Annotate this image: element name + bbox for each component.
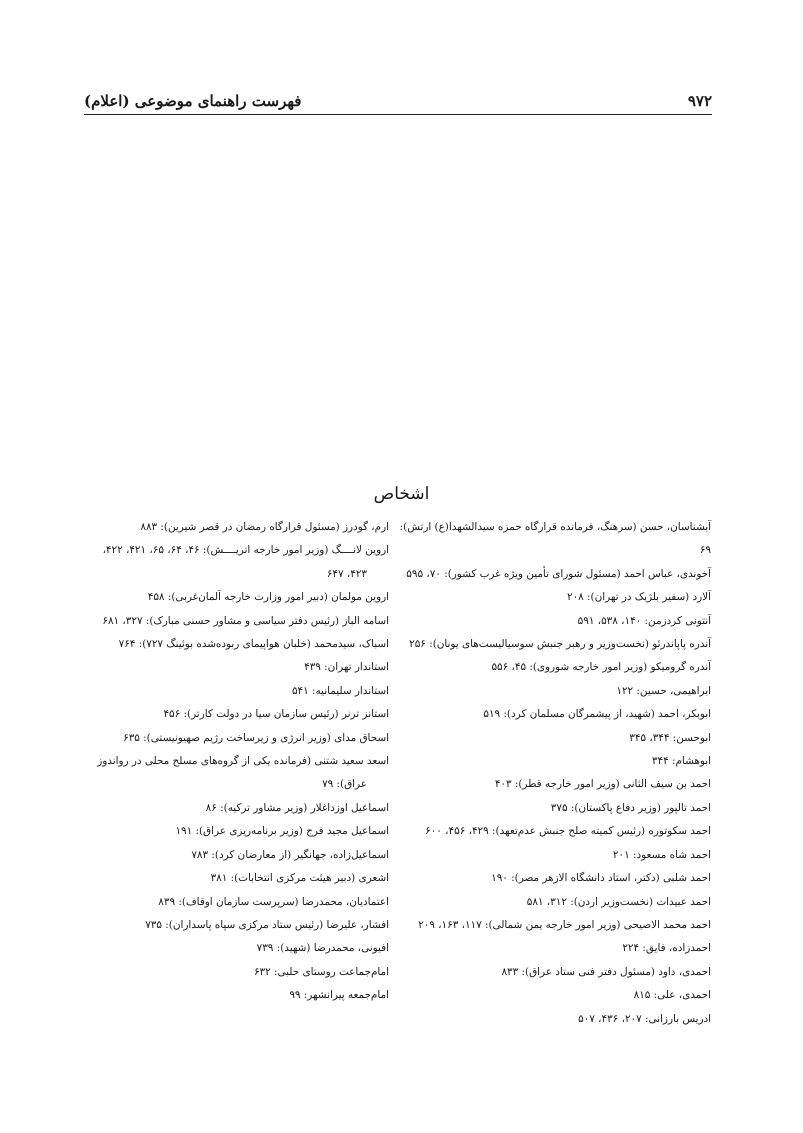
- index-entry-text: احمد تالپور (وزیر دفاع پاکستان): ۳۷۵: [550, 801, 711, 814]
- index-entry: [399, 703, 711, 726]
- index-entry-text: ابراهیمی، حسین: ۱۲۲: [616, 684, 711, 697]
- index-entry-text: اسعد سعید شتنی (فرمانده یکی از گروه‌های مسلح محلی در رواندوز: [97, 755, 389, 768]
- index-entry-text: استاندار تهران: ۴۳۹: [304, 661, 389, 674]
- index-entry-text: امام‌جمعه پیرانشهر: ۹۹: [289, 989, 389, 1002]
- index-entry-text: آندره پاپاندرئو (نخست‌وزیر و رهبر جنبش سوسیالیست‌های یونان): ۲۵۶: [409, 638, 711, 651]
- index-entry-text: ابوحسن: ۳۴۴، ۳۴۵: [629, 731, 711, 744]
- index-entry-text: اشعری (دبیر هیئت مرکزی انتخابات): ۳۸۱: [210, 872, 389, 885]
- index-entry: [77, 539, 389, 586]
- index-entry: [77, 680, 389, 703]
- index-entry-text: استانز ترنر (رئیس سازمان سیا در دولت کارتر): ۴۵۶: [163, 708, 389, 721]
- index-entry: [77, 633, 389, 656]
- index-entry: [399, 820, 711, 843]
- index-entry-text: آلارد (سفیر بلژیک در تهران): ۲۰۸: [567, 591, 711, 604]
- index-entry-text: احمد شلبی (دکتر، استاد دانشگاه الازهر مصر): ۱۹۰: [491, 872, 711, 885]
- index-entry: [399, 937, 711, 960]
- index-entry-text: آندره گرومیکو (وزیر امور خارجه شوروی): ۴۵، ۵۵۶: [491, 661, 711, 674]
- index-entry: [77, 891, 389, 914]
- index-entry: [399, 797, 711, 820]
- index-entry-text: آبشناسان، حسن (سرهنگ، فرمانده قرارگاه حمزه سیدالشهدا(ع) ارتش): ۶۹: [399, 521, 711, 557]
- index-entry-text: استاندار سلیمانیه: ۵۴۱: [291, 684, 389, 697]
- index-entry: [77, 820, 389, 843]
- running-title: فهرست راهنمای موضوعی (اعلام): [84, 92, 302, 110]
- index-entry-continuation: عراق): ۷۹: [322, 778, 367, 791]
- index-entry-text: احمد بن سیف الثانی (وزیر امور خارجه قطر): ۴۰۳: [494, 778, 711, 791]
- index-entry: [399, 1008, 711, 1031]
- index-entry: [77, 516, 389, 539]
- index-entry-text: احمد سکوتوره (رئیس کمیته صلح جنبش عدم‌تعهد): ۴۲۹، ۴۵۶، ۶۰۰: [425, 825, 711, 838]
- index-entry-text: اعتمادیان، محمدرضا (سرپرست سازمان اوقاف): ۸۳۹: [158, 895, 389, 908]
- index-entry: [399, 984, 711, 1007]
- index-entry: [77, 727, 389, 750]
- index-entry: [399, 773, 711, 796]
- index-entry: [77, 937, 389, 960]
- index-entry-text: اروین مولمان (دبیر امور وزارت خارجه آلمان‌غربی): ۴۵۸: [147, 591, 389, 604]
- index-entry: [77, 844, 389, 867]
- index-entry: [399, 727, 711, 750]
- index-entry-text: ابوهشام: ۳۴۴: [651, 755, 711, 768]
- index-entry-text: ادریس بارزانی: ۲۰۷، ۴۳۶، ۵۰۷: [578, 1012, 711, 1025]
- index-entry: [77, 984, 389, 1007]
- index-entry-text: اسامه الباز (رئیس دفتر سیاسی و مشاور حسنی مبارک): ۳۲۷، ۶۸۱: [102, 614, 389, 627]
- index-entry: [399, 961, 711, 984]
- index-entry: [399, 844, 711, 867]
- index-entry-text: احمدی، داود (مسئول دفتر فنی ستاد عراق): ۸۳۳: [501, 965, 711, 978]
- index-entry: [77, 610, 389, 633]
- index-entry: [399, 516, 711, 563]
- index-entry: [399, 563, 711, 586]
- index-entry-text: آخوندی، عباس احمد (مسئول شورای تأمین ویژه غرب کشور): ۷۰، ۵۹۵: [406, 567, 711, 580]
- index-entry-text: اسحاق مدای (وزیر انرژی و زیرساخت رژیم صهیونیستی): ۶۳۵: [123, 731, 389, 744]
- index-entry-text: اسماعیل‌زاده، جهانگیر (از معارضان کرد): ۷۸۳: [191, 848, 389, 861]
- index-entry-text: افشار، علیرضا (رئیس ستاد مرکزی سپاه پاسداران): ۷۳۵: [145, 918, 389, 931]
- index-entry: [399, 656, 711, 679]
- index-entry-text: احمد عبیدات (نخست‌وزیر اردن): ۳۱۲، ۵۸۱: [526, 895, 711, 908]
- index-entry: [399, 750, 711, 773]
- index-entry: [77, 914, 389, 937]
- index-entry: [399, 891, 711, 914]
- section-title: اشخاص: [373, 484, 430, 504]
- index-entry-text: ارم، گودرز (مسئول قرارگاه رمضان در قصر شیرین): ۸۸۳: [140, 521, 389, 533]
- index-entry: [77, 797, 389, 820]
- index-entry-text: افیونی، محمدرضا (شهید): ۷۳۹: [256, 942, 389, 955]
- page-header: [84, 92, 712, 116]
- index-entry: [77, 961, 389, 984]
- index-entry-text: احمد شاه مسعود: ۲۰۱: [612, 848, 711, 861]
- index-entry-text: امام‌جماعت روستای حلبی: ۶۳۲: [253, 965, 389, 978]
- index-entry: [77, 586, 389, 609]
- index-entry: [399, 680, 711, 703]
- index-entry-text: آنتونی کردزمن: ۱۴۰، ۵۳۸، ۵۹۱: [577, 614, 711, 627]
- index-entry-text: احمدزاده، فایق: ۲۲۴: [622, 942, 711, 955]
- index-entry: [77, 703, 389, 726]
- index-entry-text: اروین لانــــگ (وزیر امور خارجه اتریــــش): ۴۶، ۶۴، ۶۵، ۴۲۱، ۴۲۲،: [102, 544, 389, 557]
- index-entry: [399, 633, 711, 656]
- index-entry: [77, 656, 389, 679]
- index-entry-text: احمد محمد الاصیحی (وزیر امور خارجه یمن شمالی): ۱۱۷، ۱۶۳، ۲۰۹: [418, 918, 711, 931]
- header-rule: [84, 114, 712, 115]
- index-entry-text: احمدی، علی: ۸۱۵: [633, 989, 711, 1002]
- index-column-right: [399, 516, 711, 1031]
- index-entry: [399, 586, 711, 609]
- index-entry-text: اسباک، سیدمحمد (خلبان هواپیمای ربوده‌شده بوئینگ ۷۲۷): ۷۶۴: [118, 638, 389, 651]
- page-number: ۹۷۲: [687, 92, 712, 110]
- index-column-left: [77, 516, 389, 1008]
- index-entry: [77, 750, 389, 797]
- index-entry-text: ابوبکر، احمد (شهید، از پیشمرگان مسلمان کرد): ۵۱۹: [483, 708, 711, 721]
- index-entry: [399, 914, 711, 937]
- index-entry: [399, 610, 711, 633]
- index-entry: [399, 867, 711, 890]
- index-entry: [77, 867, 389, 890]
- index-entry-text: اسماعیل مجید فرج (وزیر برنامه‌ریزی عراق): ۱۹۱: [175, 825, 389, 838]
- index-entry-continuation: ۴۲۳، ۶۴۷: [326, 567, 367, 580]
- index-entry-text: اسماعیل اوزداغلار (وزیر مشاور ترکیه): ۸۶: [205, 801, 389, 814]
